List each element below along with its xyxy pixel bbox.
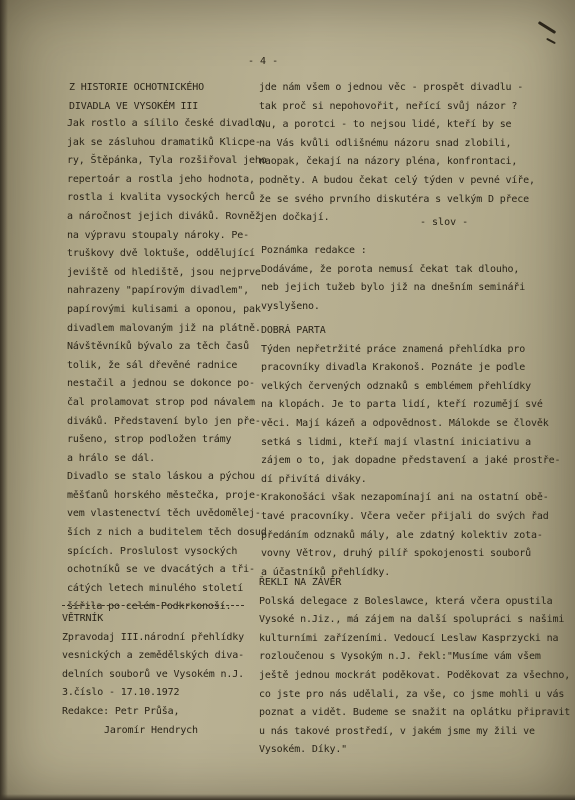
text-line: jak se zásluhou dramatiků Klicpe- [67, 136, 261, 148]
ink-mark-small [546, 38, 556, 44]
text-line: ry, Štěpánka, Tyla rozšiřoval jeho [67, 155, 267, 167]
text-line: naopak, čekají na názory pléna, konfrontaci, [259, 156, 518, 168]
left-article-body [67, 118, 267, 620]
article-closing [259, 577, 570, 763]
masthead-title: VĚTRNÍK [62, 613, 104, 624]
text-line: předáním odznaků mály, ale zdatný kolektiv zota- [261, 529, 543, 541]
text-line: Týden nepřetržité práce znamená přehlídka pro [261, 343, 526, 355]
heading-line: DIVADLA VE VYSOKÉM III [69, 100, 199, 112]
text-line: jeviště od hlediště, jsou nejprve [67, 266, 261, 278]
text-line: Návštěvníků bývalo za těch časů [67, 341, 249, 353]
text-line: nahrazeny "papírovým divadlem", [67, 285, 249, 297]
text-line: rostla i kvalita vysockých herců [67, 192, 255, 204]
text-line: Vysoké n.Jiz., má zájem na další spolupráci s našimi [259, 614, 565, 626]
text-line: setká s lidmi, kteří mají vlastní iniciativu a [261, 436, 532, 448]
editorial-note [261, 245, 525, 319]
heading-line: Z HISTORIE OCHOTNICKÉHO [69, 82, 205, 93]
masthead-line: vesnických a zemědělských diva- [62, 650, 244, 662]
ink-mark [538, 21, 557, 34]
text-line: měšťanů horského městečka, proje- [67, 489, 261, 501]
text-line: cátých letech minulého století [67, 582, 244, 594]
masthead-issue: 3.číslo - 17.10.1972 [62, 687, 180, 699]
text-line: Dodáváme, že porota nemusí čekat tak dlouho, [261, 263, 520, 275]
text-line: nestačil a jednou se dokonce po- [67, 378, 255, 390]
text-line: diváků. Představení bylo jen pře- [67, 415, 261, 427]
text-line: čal prolamovat strop pod návalem [67, 396, 255, 408]
text-line: Krakonošáci však nezapomínají ani na ostatní obě- [261, 492, 549, 504]
masthead [62, 613, 244, 743]
masthead-editors: Jaromír Hendrych [104, 724, 198, 736]
text-line: Nu, a porotci - to nejsou lidé, kteří by se [259, 119, 512, 131]
text-line: tolik, že sál dřevěné radnice [67, 359, 238, 371]
text-line: dí přivítá diváky. [261, 473, 367, 485]
article-heading: ŘEKLI NA ZÁVĚR [259, 577, 342, 588]
text-line: tavé pracovníky. Včera večer přijali do svých řad [261, 510, 549, 522]
text-line: že se svého prvního diskutéra s velkým D přece [259, 193, 530, 205]
text-line: divadlem malovaným již na plátně. [67, 322, 261, 334]
text-line: na Vás kvůli odlišnému názoru snad zlobili, [259, 137, 512, 149]
text-line: věci. Mají kázeň a odpovědnost. Málokde se člověk [261, 417, 549, 429]
page-number: - 4 - [248, 56, 279, 67]
text-line: u nás takové prostředí, v jakém jsme my žili ve [259, 725, 535, 737]
text-line: na výpravu stoupaly nároky. Pe- [67, 229, 249, 241]
text-line: spících. Proslulost vysockých [67, 545, 238, 557]
text-line: na klopách. Je to parta lidí, kteří rozumějí své [261, 399, 543, 411]
masthead-editors: Redakce: Petr Průša, [62, 705, 180, 717]
text-line: poznat a vidět. Budeme se snažit na oplátku připravit [259, 707, 571, 719]
text-line: ochotníků se ve dvacátých a tři- [67, 564, 255, 576]
text-line: a náročnost jejich diváků. Rovněž [67, 210, 261, 222]
text-line: vovny Větrov, druhý pilíř spokojenosti souborů [261, 548, 532, 560]
text-line: Divadlo se stalo láskou a pýchou [67, 471, 255, 483]
page-shadow-bottom [0, 794, 575, 800]
text-line: papírovými kulisami a oponou, pak [67, 303, 261, 315]
text-line: co jste pro nás udělali, za vše, co jsme mohli u vás [259, 688, 565, 700]
page-shadow-left [0, 0, 8, 800]
text-line: tak proč si nepohovořit, neřící svůj názor ? [259, 100, 518, 112]
text-line: jde nám všem o jednou věc - prospět divadlu - [259, 82, 524, 93]
text-line: neb jejich tužeb bylo již na dnešním semináři [261, 282, 526, 294]
text-line: pracovníky divadla Krakonoš. Poznáte je podle [261, 362, 526, 374]
masthead-line: delních souborů ve Vysokém n.J. [62, 668, 244, 680]
dashed-divider [62, 605, 244, 606]
text-line: ších z nich a buditelem těch dosud [67, 527, 267, 539]
text-line: Jak rostlo a sílilo české divadlo, [67, 118, 267, 129]
masthead-line: Zpravodaj III.národní přehlídky [62, 631, 244, 643]
left-heading [69, 82, 204, 119]
text-line: a hrálo se dál. [67, 452, 156, 464]
text-line: a účastníků přehlídky. [261, 566, 391, 578]
text-line: Polská delegace z Boleslawce, která včera opustila [259, 595, 553, 607]
text-line: Vysokém. Díky." [259, 744, 348, 756]
article-heading: DOBRÁ PARTA [261, 325, 326, 336]
text-line: truškovy dvě loktuše, oddělující [67, 248, 255, 260]
text-line: rozloučenou s Vysokým n.J. řekl:"Musíme vám všem [259, 651, 541, 663]
text-line: šířila po celém Podkrkonoší. [67, 601, 232, 613]
right-intro [259, 82, 535, 231]
text-line: rušeno, strop podložen trámy [67, 434, 232, 446]
author-signature: - slov - [420, 217, 469, 228]
text-line: velkých červených odznaků s emblémem přehlídky [261, 380, 532, 392]
text-line: kulturními zařízeními. Vedoucí Leslaw Kasprzycki na [259, 632, 559, 644]
text-line: podněty. A budou čekat celý týden v pevné víře, [259, 174, 535, 186]
text-line: zájem o to, jak dopadne představení a jaké prostře- [261, 455, 561, 467]
text-line: vem vlastenectví těch uvědomělej- [67, 508, 261, 520]
text-line: ještě jednou mockrát poděkovat. Poděkovat za všechno, [259, 669, 571, 681]
text-line: jen dočkají. [259, 212, 330, 224]
note-heading: Poznámka redakce : [261, 245, 367, 256]
text-line: vyslyšeno. [261, 300, 320, 312]
text-line: repertoár a rostla jeho hodnota, [67, 173, 255, 185]
article-good-party [261, 325, 560, 604]
